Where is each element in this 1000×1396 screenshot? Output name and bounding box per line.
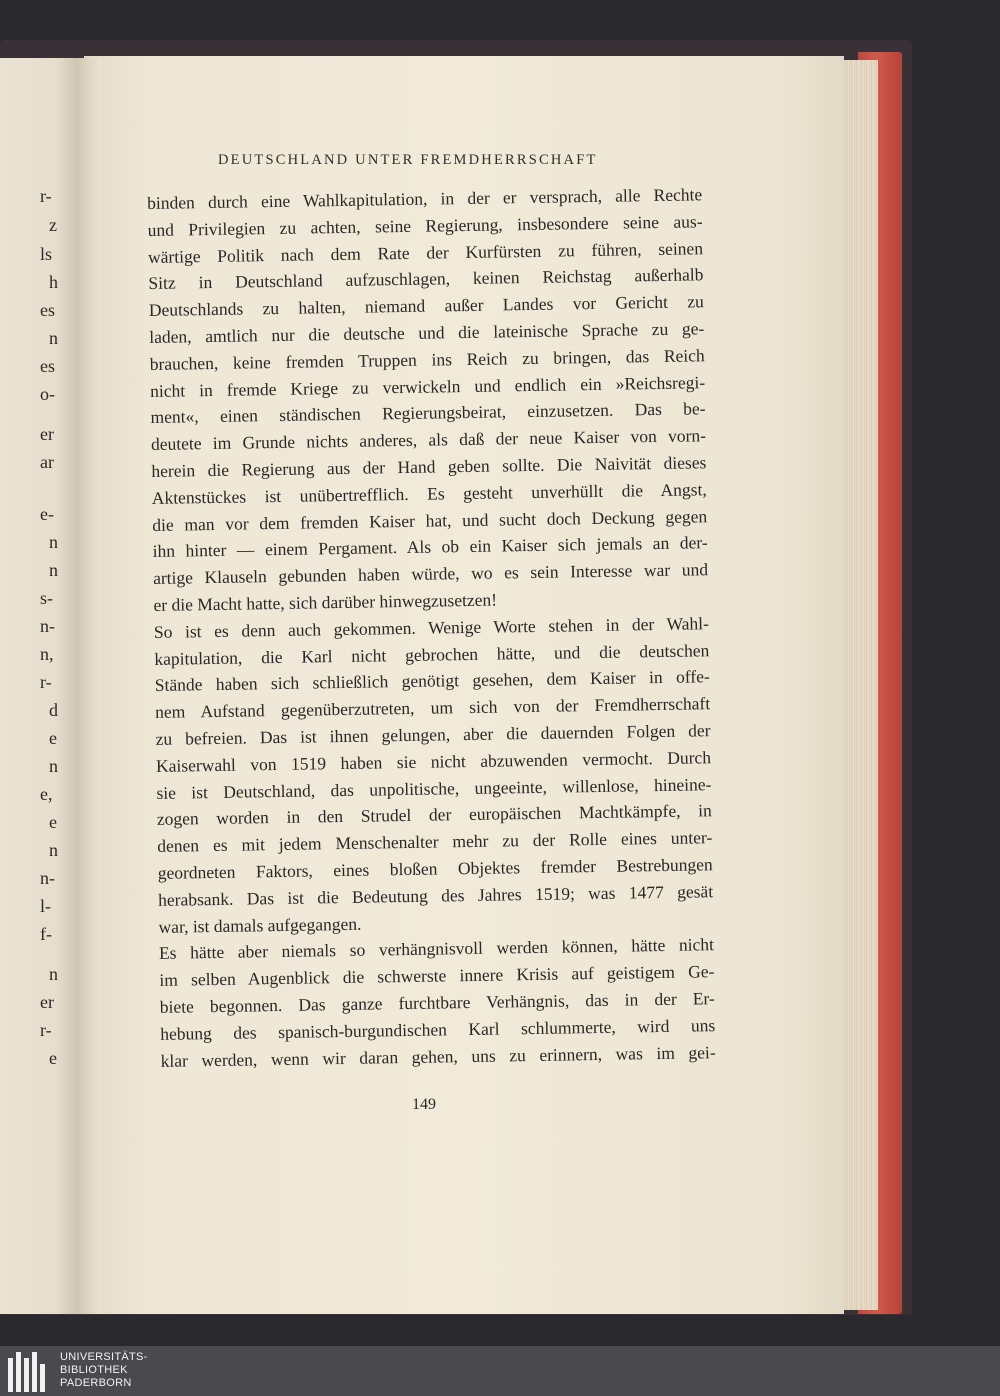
left-page-fragment: n	[49, 532, 58, 552]
left-page-fragments	[0, 58, 78, 1314]
left-page-fragment: e-	[40, 504, 54, 524]
library-name-line: PADERBORN	[60, 1377, 132, 1389]
text-line: denen es mit jedem Menschenalter mehr zu der Rolle eines unter-	[157, 827, 713, 857]
text-line: brauchen, keine fremden Truppen ins Reich zu bringen, das Reich	[149, 345, 705, 374]
left-page-fragment: n-	[40, 868, 55, 888]
left-page-fragment: n	[49, 840, 58, 860]
left-page-fragment: n	[49, 328, 58, 348]
left-page-fragment: es	[40, 300, 55, 320]
text-line: ihn hinter — einem Pergament. Als ob ein Kaiser sich jemals an der-	[152, 532, 708, 562]
text-line: Deutschlands zu halten, niemand außer Landes vor Gericht zu	[148, 291, 704, 321]
text-line: artige Klauseln gebunden haben würde, wo es sein Interesse war und	[152, 559, 709, 589]
page-number: 149	[412, 1096, 436, 1113]
left-page-fragment: n	[49, 560, 58, 580]
text-line: im selben Augenblick die schwerste innere Krisis auf geistigem Ge-	[159, 961, 715, 991]
left-page-fragment: er	[40, 424, 54, 444]
text-line: zu befreien. Das ist ihnen gelungen, aber die dauernden Folgen der	[155, 720, 711, 749]
left-page-fragment: f-	[40, 924, 52, 944]
text-line: er die Macht hatte, sich darüber hinwegzusetzen!	[153, 589, 498, 615]
left-page-fragment: e	[49, 1048, 57, 1068]
text-line: ment«, einen ständischen Regierungsbeirat, einzusetzen. Das be-	[150, 398, 706, 428]
text-line: Stände haben sich schließlich genötigt gesehen, dem Kaiser in offe-	[154, 666, 710, 696]
text-line: geordneten Faktors, eines bloßen Objektes fremder Bestrebungen	[157, 854, 713, 883]
body-text	[147, 181, 716, 1074]
left-page-fragment: n	[49, 964, 58, 984]
library-logo-icon	[8, 1352, 48, 1392]
text-line: kapitulation, die Karl nicht gebrochen hätte, und die deutschen	[154, 639, 710, 669]
text-line: wärtige Politik nach dem Rate der Kurfürsten zu führen, seinen	[147, 237, 704, 267]
library-name	[60, 1351, 148, 1390]
text-line: herabsank. Das ist die Bedeutung des Jahres 1519; was 1477 gesät	[157, 880, 714, 910]
text-line: binden durch eine Wahlkapitulation, in der er versprach, alle Rechte	[147, 184, 703, 213]
left-page-fragment: h	[49, 272, 58, 292]
footer-bar	[0, 1346, 1000, 1396]
text-line: biete begonnen. Das ganze furchtbare Verhängnis, das in der Er-	[159, 988, 715, 1017]
left-page-fragment: e	[49, 812, 57, 832]
left-page-fragment: e	[49, 728, 57, 748]
left-page-fragment: es	[40, 356, 55, 376]
text-line: die man vor dem fremden Kaiser hat, und sucht doch Deckung gegen	[152, 505, 708, 535]
text-line: nem Aufstand gegenüberzutreten, um sich von der Fremdherrschaft	[155, 693, 711, 723]
left-page-fragment: r-	[40, 1020, 52, 1040]
text-line: Es hätte aber niemals so verhängnisvoll werden können, hätte nicht	[158, 934, 715, 964]
left-page-fragment: n	[49, 756, 58, 776]
left-page-fragment: er	[40, 992, 54, 1012]
text-line: Sitz in Deutschland aufzuschlagen, keinen Reichstag außerhalb	[148, 264, 704, 294]
text-line: Aktenstückes ist unübertrefflich. Es gesteht unverhüllt die Angst,	[151, 479, 707, 508]
text-line: herein die Regierung aus der Hand geben sollte. Die Naivität dieses	[151, 452, 707, 481]
left-page-fragment: n-	[40, 616, 55, 636]
library-name-line: BIBLIOTHEK	[60, 1364, 128, 1376]
left-page-fragment: d	[49, 700, 58, 720]
left-page-fragment: r-	[40, 186, 52, 206]
text-line: war, ist damals aufgegangen.	[158, 913, 362, 937]
text-line: laden, amtlich nur die deutsche und die lateinische Sprache zu ge-	[149, 318, 705, 347]
left-page-fragment: r-	[40, 672, 52, 692]
left-page-fragment: l-	[40, 896, 51, 916]
text-line: So ist es denn auch gekommen. Wenige Worte stehen in der Wahl-	[153, 612, 710, 642]
running-head: DEUTSCHLAND UNTER FREMDHERRSCHAFT	[218, 152, 598, 168]
text-line: zogen worden in den Strudel der europäischen Machtkämpfe, in	[156, 800, 712, 830]
left-page-fragment: o-	[40, 384, 55, 404]
text-line: deutete im Grunde nichts anderes, als daß der neue Kaiser von vorn-	[150, 425, 707, 455]
text-line: klar werden, wenn wir daran gehen, uns zu erinnern, was im gei-	[160, 1041, 716, 1071]
left-page	[0, 58, 78, 1314]
text-line: nicht in fremde Kriege zu verwickeln und endlich ein »Reichsregi-	[149, 371, 706, 401]
left-page-fragment: e,	[40, 784, 53, 804]
text-line: sie ist Deutschland, das unpolitische, ungeeinte, willenlose, hineine-	[156, 773, 712, 803]
left-page-fragment: s-	[40, 588, 53, 608]
left-page-fragment: z	[49, 215, 57, 235]
left-page-fragment: n,	[40, 644, 54, 664]
left-page-fragment: ar	[40, 452, 54, 472]
text-line: und Privilegien zu achten, seine Regierung, insbesondere seine aus-	[147, 211, 703, 240]
left-page-fragment: ls	[40, 244, 53, 264]
text-line: hebung des spanisch-burgundischen Karl schlummerte, wird uns	[160, 1014, 716, 1044]
text-line: Kaiserwahl von 1519 haben sie nicht abzuwenden vermocht. Durch	[155, 746, 712, 776]
library-name-line: UNIVERSITÄTS-	[60, 1351, 148, 1363]
